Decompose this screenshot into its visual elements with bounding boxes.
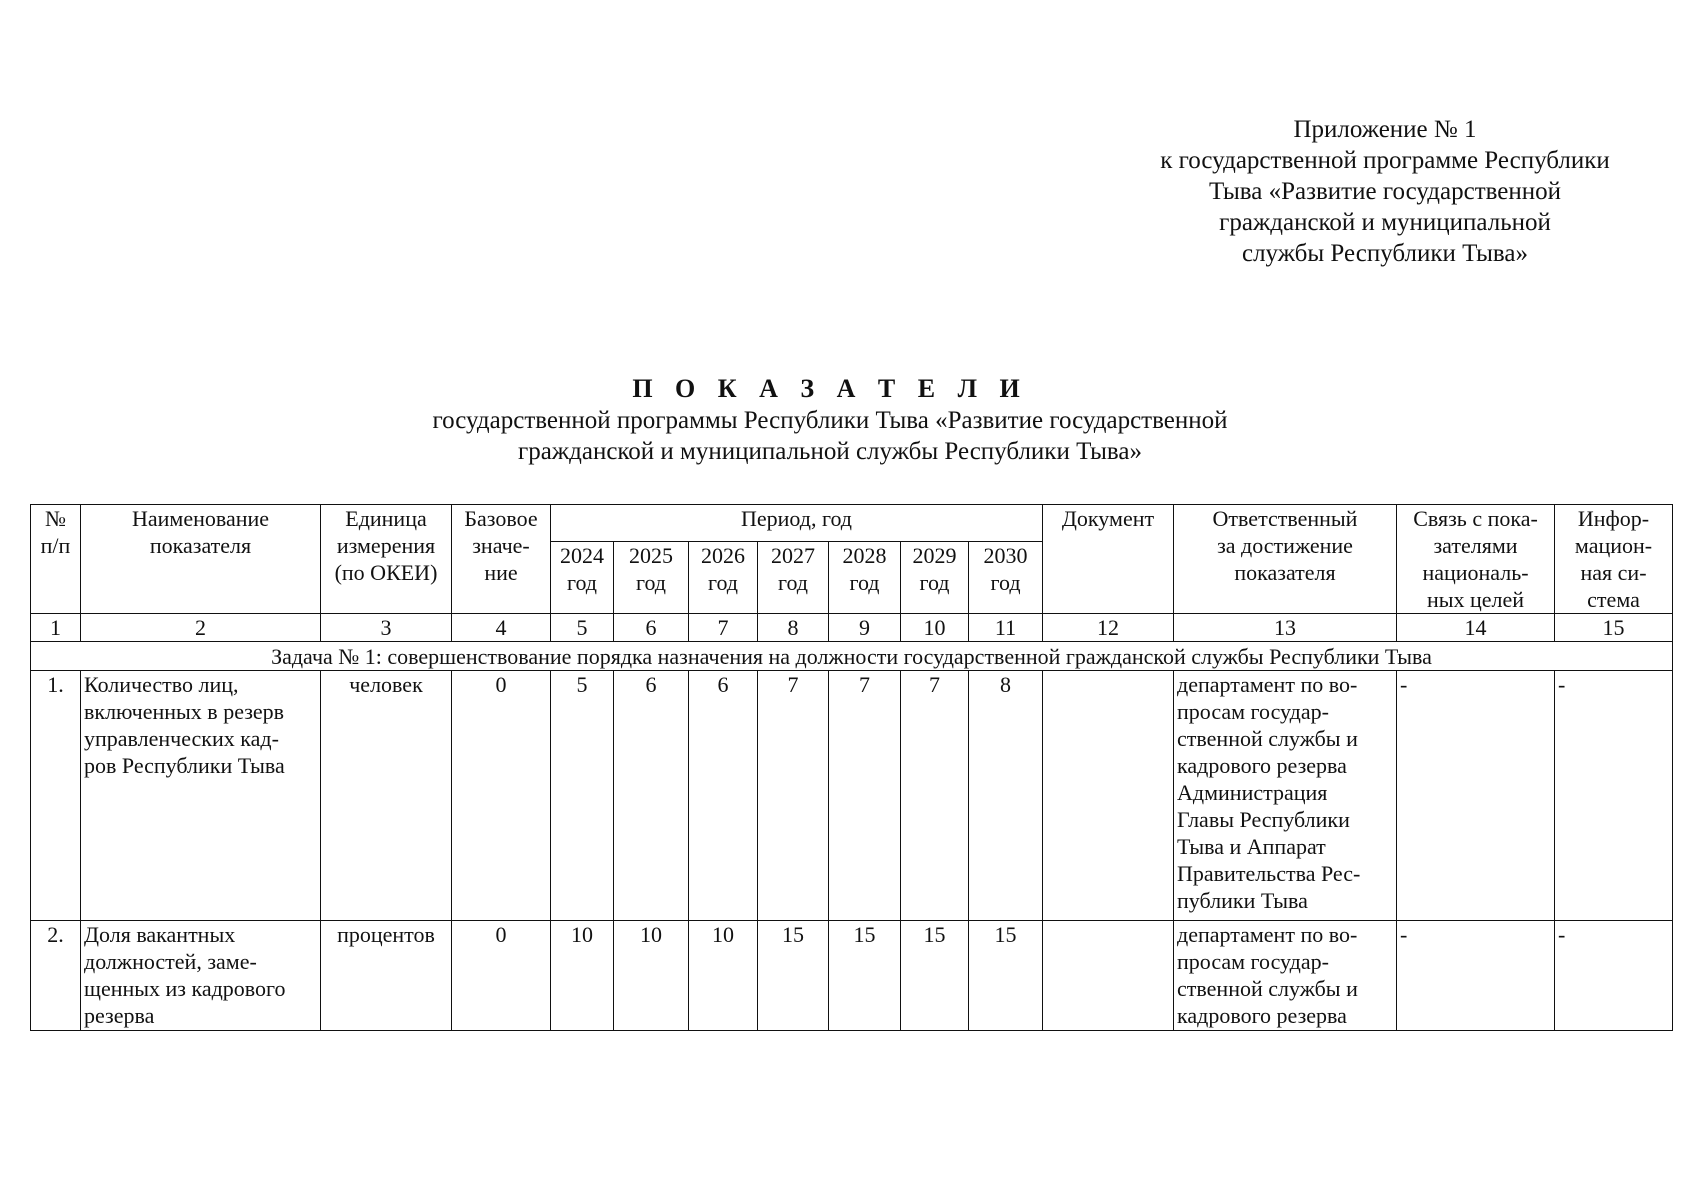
header-year: 2027 год bbox=[758, 541, 829, 613]
document-cell bbox=[1043, 921, 1174, 1031]
appendix-line: к государственной программе Республики bbox=[1160, 147, 1610, 174]
appendix-line: службы Республики Тыва» bbox=[1241, 240, 1528, 267]
subtitle-line: гражданской и муниципальной службы Республики Тыва» bbox=[518, 438, 1142, 465]
year-value-cell: 15 bbox=[969, 921, 1043, 1031]
year-value-cell: 6 bbox=[689, 671, 758, 921]
column-number: 9 bbox=[829, 614, 901, 642]
indicator-name: Количество лиц, включенных в резерв управленческих кад- ров Республики Тыва bbox=[81, 671, 321, 921]
column-number-row bbox=[31, 614, 1673, 642]
header-year: 2025 год bbox=[614, 541, 689, 613]
appendix-line: Приложение № 1 bbox=[1293, 116, 1477, 143]
header-num: № п/п bbox=[31, 505, 81, 614]
year-value-cell: 15 bbox=[829, 921, 901, 1031]
subtitle-line: государственной программы Республики Тыва «Развитие государственной bbox=[432, 407, 1228, 434]
unit-cell: процентов bbox=[321, 921, 452, 1031]
column-number: 12 bbox=[1043, 614, 1174, 642]
year-value-cell: 15 bbox=[901, 921, 969, 1031]
header-responsible: Ответственный за достижение показателя bbox=[1174, 505, 1397, 614]
row-number: 2. bbox=[31, 921, 81, 1031]
appendix-line: гражданской и муниципальной bbox=[1219, 209, 1551, 236]
title-subtitle bbox=[380, 405, 1280, 467]
column-number: 4 bbox=[452, 614, 551, 642]
national-goals-link-cell: - bbox=[1397, 671, 1555, 921]
year-value-cell: 5 bbox=[551, 671, 614, 921]
year-value-cell: 7 bbox=[758, 671, 829, 921]
column-number: 13 bbox=[1174, 614, 1397, 642]
responsible-cell: департамент по во- просам государ- ственной службы и кадрового резерва bbox=[1174, 921, 1397, 1031]
header-info: Инфор- мацион- ная си- стема bbox=[1555, 505, 1673, 614]
title-main: П О К А З А Т Е Л И bbox=[632, 374, 1028, 403]
column-number: 14 bbox=[1397, 614, 1555, 642]
table-row bbox=[31, 921, 1673, 1031]
column-number: 1 bbox=[31, 614, 81, 642]
task-heading: Задача № 1: совершенствование порядка назначения на должности государственной гражданской службы Республики Тыва bbox=[31, 642, 1673, 671]
header-row-top bbox=[31, 505, 1673, 542]
appendix-note bbox=[1105, 114, 1665, 269]
header-year: 2029 год bbox=[901, 541, 969, 613]
table-row bbox=[31, 671, 1673, 921]
column-number: 10 bbox=[901, 614, 969, 642]
document-cell bbox=[1043, 671, 1174, 921]
column-number: 8 bbox=[758, 614, 829, 642]
header-link: Связь с пока- зателями националь- ных целей bbox=[1397, 505, 1555, 614]
row-number: 1. bbox=[31, 671, 81, 921]
info-system-cell: - bbox=[1555, 921, 1673, 1031]
year-value-cell: 15 bbox=[758, 921, 829, 1031]
year-value-cell: 8 bbox=[969, 671, 1043, 921]
year-value-cell: 7 bbox=[829, 671, 901, 921]
year-value-cell: 7 bbox=[901, 671, 969, 921]
column-number: 6 bbox=[614, 614, 689, 642]
responsible-cell: департамент по во- просам государ- ственной службы и кадрового резерва Администрация Главы Республики Тыва и Аппарат Правительства Рес- публики Тыва bbox=[1174, 671, 1397, 921]
column-number: 15 bbox=[1555, 614, 1673, 642]
info-system-cell: - bbox=[1555, 671, 1673, 921]
header-base: Базовое значе- ние bbox=[452, 505, 551, 614]
indicators-table bbox=[30, 504, 1673, 1031]
header-year: 2024 год bbox=[551, 541, 614, 613]
header-year: 2030 год bbox=[969, 541, 1043, 613]
year-value-cell: 10 bbox=[689, 921, 758, 1031]
year-value-cell: 10 bbox=[614, 921, 689, 1031]
national-goals-link-cell: - bbox=[1397, 921, 1555, 1031]
column-number: 2 bbox=[81, 614, 321, 642]
document-title bbox=[380, 373, 1280, 467]
base-value-cell: 0 bbox=[452, 671, 551, 921]
task-row bbox=[31, 642, 1673, 671]
column-number: 3 bbox=[321, 614, 452, 642]
indicator-name: Доля вакантных должностей, заме- щенных из кадрового резерва bbox=[81, 921, 321, 1031]
year-value-cell: 10 bbox=[551, 921, 614, 1031]
header-unit: Единица измерения (по ОКЕИ) bbox=[321, 505, 452, 614]
appendix-line: Тыва «Развитие государственной bbox=[1208, 178, 1562, 205]
header-year: 2028 год bbox=[829, 541, 901, 613]
base-value-cell: 0 bbox=[452, 921, 551, 1031]
header-name: Наименование показателя bbox=[81, 505, 321, 614]
column-number: 11 bbox=[969, 614, 1043, 642]
header-period: Период, год bbox=[551, 505, 1043, 542]
column-number: 5 bbox=[551, 614, 614, 642]
header-year: 2026 год bbox=[689, 541, 758, 613]
year-value-cell: 6 bbox=[614, 671, 689, 921]
header-doc: Документ bbox=[1043, 505, 1174, 614]
column-number: 7 bbox=[689, 614, 758, 642]
unit-cell: человек bbox=[321, 671, 452, 921]
